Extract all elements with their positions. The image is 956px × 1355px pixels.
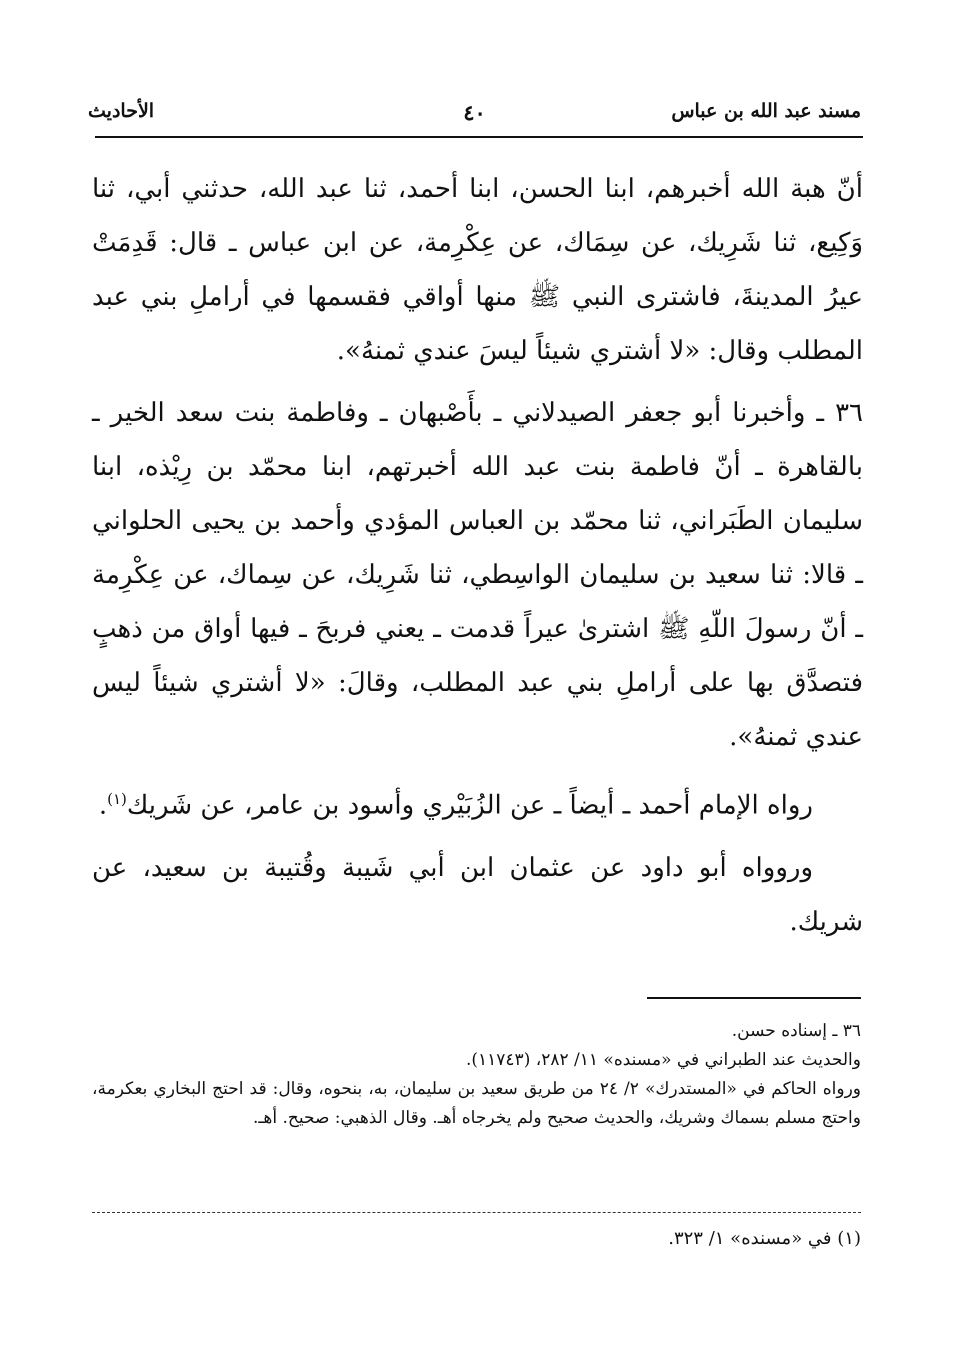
paragraph-3-end: .	[98, 790, 108, 821]
header-rule	[95, 136, 863, 138]
note-3: ورواه الحاكم في «المستدرك» ٢/ ٢٤ من طريق سعيد بن سليمان، به، بنحوه، وقال: قد احتج البخاري بعكرمة، واحتج مسلم بسماك وشريك، والحديث صحيح ولم يخرجاه أهـ. وقال الذهبي: صحيح. أهـ.	[92, 1079, 862, 1128]
page-header	[88, 100, 861, 136]
main-text	[92, 162, 863, 949]
book-title: مسند عبد الله بن عباس	[671, 100, 861, 122]
paragraph-2: ٣٦ ـ وأخبرنا أبو جعفر الصيدلاني ـ بأَصْبهان ـ وفاطمة بنت سعد الخير ـ بالقاهرة ـ أنّ فاطمة بنت عبد الله أخبرتهم، ابنا محمّد بن رِيْذه، ابنا سليمان الطَبَراني، ثنا محمّد بن العباس المؤدي وأحمد بن يحيى الحلواني ـ قالا: ثنا سعيد بن سليمان الواسِطي، ثنا شَرِيك، عن سِماك، عن عِكْرِمة ـ أنّ رسولَ اللّهِ ﷺ اشترىٰ عيراً قدمت ـ يعني فربحَ ـ فيها أواق من ذهبٍ فتصدَّق بها على أراملِ بني عبد المطلب، وقالَ: «لا أشتري شيئاً ليس عندي ثمنهُ».	[92, 398, 863, 752]
paragraph-3	[92, 772, 863, 833]
page-number: ٤٠	[463, 100, 486, 125]
paragraph-3-text: رواه الإمام أحمد ـ أيضاً ـ عن الزُبَيْري وأسود بن عامر، عن شَريك	[126, 790, 813, 821]
paragraph-1: أنّ هبة الله أخبرهم، ابنا الحسن، ابنا أحمد، ثنا عبد الله، حدثني أبي، ثنا وَكِيع، ثنا شَرِيك، عن سِمَاك، عن عِكْرِمة، عن ابن عباس ـ قال: قَدِمَتْ عيرُ المدينةَ، فاشترى النبي ﷺ منها أواقي فقسمها في أراملِ بني عبد المطلب وقال: «لا أشتري شيئاً ليسَ عندي ثمنهُ».	[92, 174, 863, 366]
note-2: والحديث عند الطبراني في «مسنده» ١١/ ٢٨٢، (١١٧٤٣).	[465, 1050, 861, 1070]
note-1: ٣٦ ـ إسناده حسن.	[731, 1021, 861, 1041]
commentary-notes	[92, 1017, 861, 1133]
footnote-1: (١) في «مسنده» ١/ ٣٢٣.	[668, 1228, 861, 1249]
footnote-reference: (١)	[107, 790, 127, 808]
notes-separator	[647, 997, 861, 999]
footnote-separator	[92, 1212, 861, 1213]
section-title: الأحاديث	[88, 100, 155, 122]
paragraph-4: وروواه أبو داود عن عثمان ابن أبي شَيبة وقُتيبة بن سعيد، عن شريك.	[92, 852, 863, 937]
